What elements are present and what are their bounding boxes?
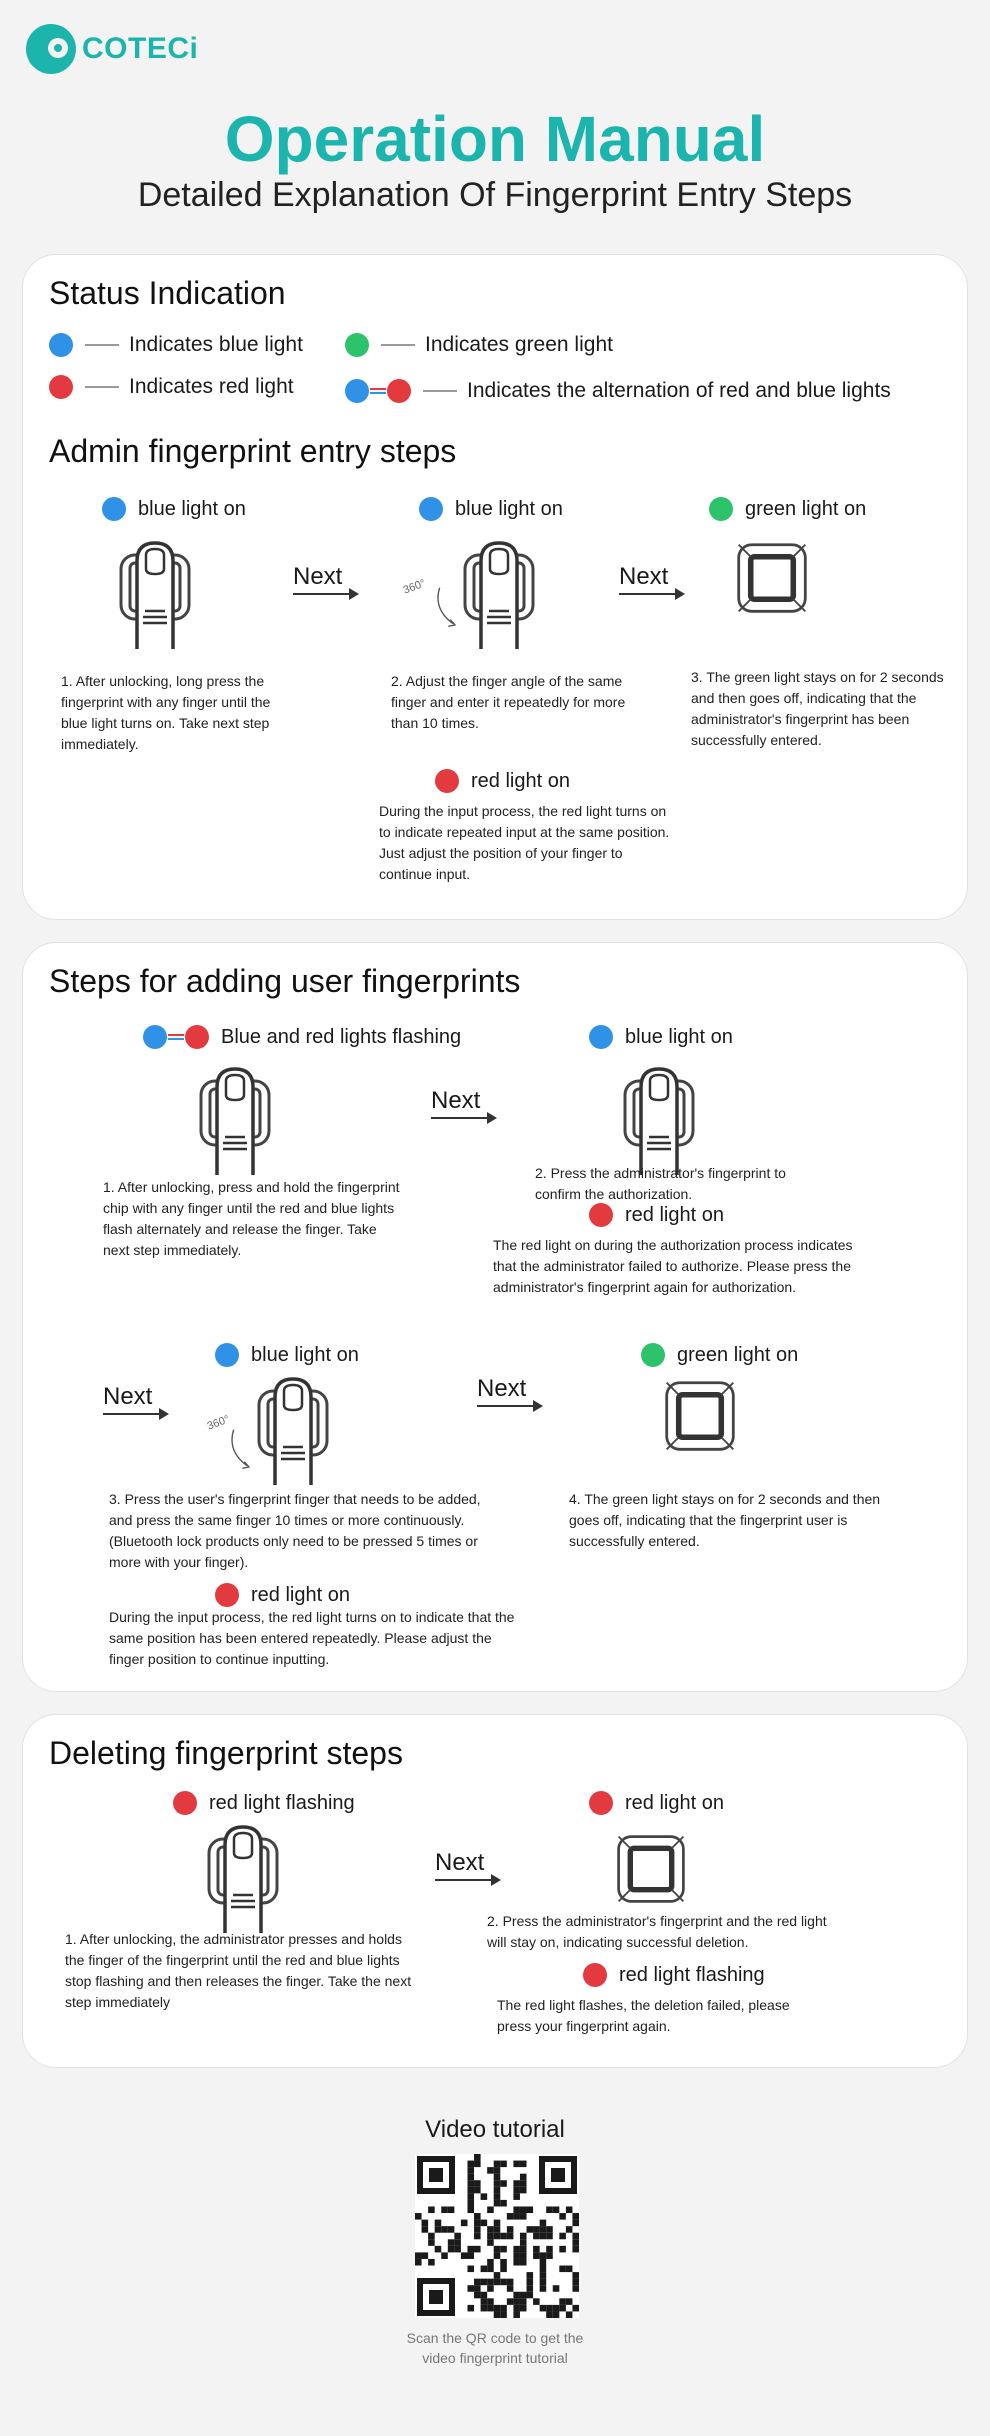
logo-icon (26, 24, 76, 74)
legend-red (49, 375, 294, 399)
delete-step1-text: 1. After unlocking, the administrator presses and holds the finger of the fingerprint until the red and blue lights stop flashing and then releases the finger. Take the next step immediately (65, 1931, 412, 2010)
page-title: Operation Manual (224, 103, 766, 175)
user-step1-light: Blue and red lights flashing (143, 1025, 461, 1049)
user-step3-warning-text: During the input process, the red light turns on to indicate that the same position has been entered repeatedly. Please adjust the finger position to continue inputting. (109, 1609, 515, 1667)
alternate-lights-icon (345, 379, 411, 403)
blue-dot-icon (49, 333, 73, 357)
next-arrow: Next (619, 563, 683, 595)
user-step3-warning-light: red light on (215, 1583, 350, 1607)
finger-on-reader-icon (253, 1377, 333, 1487)
finger-on-reader-icon (195, 1067, 275, 1177)
admin-warning-text: During the input process, the red light turns on to indicate repeated input at the same position. Just adjust the position of your finger to continue input. (379, 803, 670, 882)
red-dot-icon (589, 1203, 613, 1227)
admin-step3-light: green light on (709, 497, 866, 521)
alternate-lights-icon (143, 1025, 209, 1049)
delete-step1-light: red light flashing (173, 1791, 355, 1815)
red-dot-icon (49, 375, 73, 399)
admin-step2-text: 2. Adjust the finger angle of the same finger and enter it repeatedly for more than 10 times. (391, 673, 626, 731)
admin-step3-text: 3. The green light stays on for 2 seconds and then goes off, indicating that the administrator's fingerprint has been successfully entered. (691, 669, 944, 748)
fingerprint-reader-icon (735, 541, 809, 615)
user-step2-warning-text: The red light on during the authorization process indicates that the administrator failed to authorize. Please press the administrator's fingerprint again for authorization. (493, 1237, 853, 1295)
delete-title: Deleting fingerprint steps (49, 1735, 403, 1771)
finger-on-reader-icon (619, 1067, 699, 1177)
delete-fail-light: red light flashing (583, 1963, 765, 1987)
logo-text: COTECi (82, 32, 199, 65)
user-card (22, 942, 968, 1692)
legend-alternate-label: Indicates the alternation of red and blue lights (467, 379, 891, 402)
finger-on-reader-icon (459, 541, 539, 651)
user-title: Steps for adding user fingerprints (49, 963, 521, 999)
user-step1-text: 1. After unlocking, press and hold the fingerprint chip with any finger until the red and blue lights flash alternately and release the finger. Take next step immediately. (103, 1179, 400, 1258)
page-subtitle: Detailed Explanation Of Fingerprint Entry Steps (137, 176, 853, 214)
green-dot-icon (641, 1343, 665, 1367)
next-arrow: Next (103, 1383, 167, 1415)
red-dot-icon (435, 769, 459, 793)
admin-step1-light: blue light on (102, 497, 246, 521)
admin-step1-text: 1. After unlocking, long press the fingerprint with any finger until the blue light turns on. Take next step immediately. (61, 673, 271, 752)
red-dot-icon (173, 1791, 197, 1815)
user-step2-text: 2. Press the administrator's fingerprint to confirm the authorization. (535, 1165, 786, 1202)
delete-fail-text: The red light flashes, the deletion failed, please press your fingerprint again. (497, 1997, 790, 2034)
delete-step2-text: 2. Press the administrator's fingerprint and the red light will stay on, indicating successful deletion. (487, 1913, 827, 1950)
status-title: Status Indication (49, 275, 286, 311)
delete-card (22, 1714, 968, 2068)
user-step3-text: 3. Press the user's fingerprint finger that needs to be added, and press the same finger 10 times or more continuously. (Bluetooth lock products only need to be pressed 5 times or more with your finger). (109, 1491, 481, 1570)
finger-on-reader-icon (115, 541, 195, 651)
delete-step2-light: red light on (589, 1791, 724, 1815)
blue-dot-icon (419, 497, 443, 521)
user-step4-text: 4. The green light stays on for 2 seconds and then goes off, indicating that the fingerprint user is successfully entered. (569, 1491, 881, 1549)
legend-blue (49, 333, 303, 357)
legend-green-label: Indicates green light (425, 333, 613, 356)
legend-red-label: Indicates red light (129, 375, 294, 398)
next-arrow: Next (293, 563, 357, 595)
fingerprint-reader-icon (663, 1379, 737, 1453)
legend-alternate (345, 379, 891, 403)
user-step4-light: green light on (641, 1343, 798, 1367)
green-dot-icon (709, 497, 733, 521)
finger-on-reader-icon (203, 1825, 283, 1935)
brand-logo (26, 24, 198, 74)
next-arrow: Next (431, 1087, 495, 1119)
legend-green (345, 333, 613, 357)
red-dot-icon (589, 1791, 613, 1815)
fingerprint-reader-icon (615, 1833, 687, 1905)
rotation-label: 360° (205, 1413, 232, 1433)
legend-blue-label: Indicates blue light (129, 333, 303, 356)
qr-caption: Scan the QR code to get the video fingerprint tutorial (406, 2330, 584, 2366)
blue-dot-icon (215, 1343, 239, 1367)
next-arrow: Next (435, 1849, 499, 1881)
blue-dot-icon (102, 497, 126, 521)
red-dot-icon (215, 1583, 239, 1607)
red-dot-icon (583, 1963, 607, 1987)
admin-step2-light: blue light on (419, 497, 563, 521)
blue-dot-icon (589, 1025, 613, 1049)
user-step3-light: blue light on (215, 1343, 359, 1367)
green-dot-icon (345, 333, 369, 357)
qr-code[interactable] (415, 2154, 579, 2318)
admin-warning-light: red light on (435, 769, 570, 793)
admin-card (22, 254, 968, 920)
rotation-label: 360° (401, 577, 428, 597)
admin-title: Admin fingerprint entry steps (49, 433, 457, 469)
user-step2-warning-light: red light on (589, 1203, 724, 1227)
user-step2-light: blue light on (589, 1025, 733, 1049)
video-title: Video tutorial (425, 2116, 565, 2143)
next-arrow: Next (477, 1375, 541, 1407)
